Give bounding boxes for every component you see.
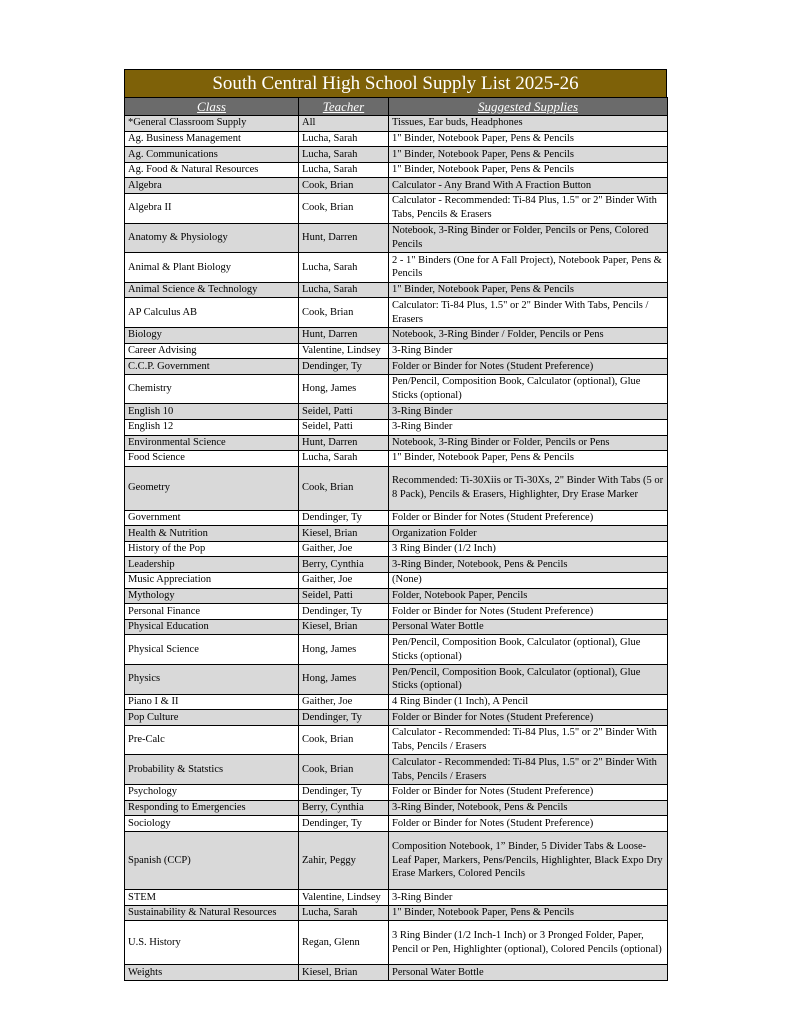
supplies-cell: Folder or Binder for Notes (Student Preference) [389, 816, 668, 832]
supplies-cell: Notebook, 3-Ring Binder / Folder, Pencils or Pens [389, 327, 668, 343]
supplies-cell: 1" Binder, Notebook Paper, Pens & Pencils [389, 131, 668, 147]
class-cell: Spanish (CCP) [125, 831, 299, 889]
class-cell: AP Calculus AB [125, 298, 299, 328]
supplies-cell: 2 - 1" Binders (One for A Fall Project), Notebook Paper, Pens & Pencils [389, 253, 668, 283]
supplies-cell: Calculator - Recommended: Ti-84 Plus, 1.5" or 2" Binder With Tabs, Pencils & Erasers [389, 193, 668, 223]
supplies-cell: 3-Ring Binder, Notebook, Pens & Pencils [389, 800, 668, 816]
table-row [125, 131, 668, 147]
supplies-cell: Pen/Pencil, Composition Book, Calculator (optional), Glue Sticks (optional) [389, 665, 668, 695]
class-cell: Probability & Statstics [125, 755, 299, 785]
teacher-cell: All [299, 116, 389, 132]
supplies-cell: 3 Ring Binder (1/2 Inch) [389, 541, 668, 557]
supplies-cell: 1" Binder, Notebook Paper, Pens & Pencils [389, 451, 668, 467]
table-row [125, 725, 668, 755]
table-row [125, 619, 668, 635]
class-cell: Personal Finance [125, 604, 299, 620]
table-row [125, 541, 668, 557]
supplies-cell: Composition Notebook, 1” Binder, 5 Divider Tabs & Loose-Leaf Paper, Markers, Pens/Pencils, Highlighter, Black Expo Dry Erase Markers, Colored Pencils [389, 831, 668, 889]
teacher-cell: Cook, Brian [299, 298, 389, 328]
class-cell: Government [125, 510, 299, 526]
class-cell: Biology [125, 327, 299, 343]
table-row [125, 193, 668, 223]
teacher-cell: Gaither, Joe [299, 541, 389, 557]
class-cell: Music Appreciation [125, 573, 299, 589]
teacher-cell: Lucha, Sarah [299, 147, 389, 163]
teacher-cell: Kiesel, Brian [299, 965, 389, 981]
supplies-cell: 3-Ring Binder [389, 419, 668, 435]
table-row [125, 694, 668, 710]
teacher-cell: Hunt, Darren [299, 435, 389, 451]
supply-table [124, 97, 668, 981]
class-cell: English 10 [125, 404, 299, 420]
class-cell: Anatomy & Physiology [125, 223, 299, 253]
supplies-cell: 1" Binder, Notebook Paper, Pens & Pencils [389, 282, 668, 298]
class-cell: C.C.P. Government [125, 359, 299, 375]
teacher-cell: Kiesel, Brian [299, 619, 389, 635]
supplies-cell: Personal Water Bottle [389, 965, 668, 981]
class-cell: Environmental Science [125, 435, 299, 451]
table-row [125, 223, 668, 253]
table-row [125, 831, 668, 889]
supplies-cell: Folder or Binder for Notes (Student Preference) [389, 359, 668, 375]
teacher-cell: Lucha, Sarah [299, 131, 389, 147]
table-row [125, 665, 668, 695]
teacher-cell: Cook, Brian [299, 178, 389, 194]
teacher-cell: Seidel, Patti [299, 419, 389, 435]
teacher-cell: Lucha, Sarah [299, 905, 389, 921]
teacher-cell: Kiesel, Brian [299, 526, 389, 542]
teacher-cell: Hong, James [299, 635, 389, 665]
table-row [125, 588, 668, 604]
teacher-cell: Lucha, Sarah [299, 282, 389, 298]
table-row [125, 343, 668, 359]
supplies-cell: Calculator - Recommended: Ti-84 Plus, 1.5" or 2" Binder With Tabs, Pencils / Erasers [389, 725, 668, 755]
class-cell: Mythology [125, 588, 299, 604]
table-row [125, 282, 668, 298]
supplies-cell: 3 Ring Binder (1/2 Inch-1 Inch) or 3 Pronged Folder, Paper, Pencil or Pen, Highlighter (optional), Colored Pencils (optional) [389, 921, 668, 965]
supplies-cell: 3-Ring Binder [389, 404, 668, 420]
page-title: South Central High School Supply List 2025-26 [124, 69, 667, 97]
class-cell: Piano I & II [125, 694, 299, 710]
class-cell: Health & Nutrition [125, 526, 299, 542]
teacher-cell: Dendinger, Ty [299, 816, 389, 832]
class-cell: Ag. Business Management [125, 131, 299, 147]
class-cell: History of the Pop [125, 541, 299, 557]
supplies-cell: Calculator - Any Brand With A Fraction Button [389, 178, 668, 194]
column-header-teacher: Teacher [299, 98, 389, 116]
teacher-cell: Hunt, Darren [299, 223, 389, 253]
table-row [125, 526, 668, 542]
teacher-cell: Lucha, Sarah [299, 253, 389, 283]
table-row [125, 557, 668, 573]
teacher-cell: Dendinger, Ty [299, 785, 389, 801]
supplies-cell: 3-Ring Binder, Notebook, Pens & Pencils [389, 557, 668, 573]
table-row [125, 816, 668, 832]
table-row [125, 116, 668, 132]
class-cell: U.S. History [125, 921, 299, 965]
teacher-cell: Lucha, Sarah [299, 162, 389, 178]
table-row [125, 905, 668, 921]
table-row [125, 435, 668, 451]
teacher-cell: Cook, Brian [299, 466, 389, 510]
table-row [125, 162, 668, 178]
class-cell: Animal Science & Technology [125, 282, 299, 298]
table-row [125, 451, 668, 467]
supplies-cell: Folder, Notebook Paper, Pencils [389, 588, 668, 604]
teacher-cell: Berry, Cynthia [299, 557, 389, 573]
teacher-cell: Regan, Glenn [299, 921, 389, 965]
class-cell: Algebra [125, 178, 299, 194]
table-row [125, 890, 668, 906]
teacher-cell: Cook, Brian [299, 193, 389, 223]
table-row [125, 755, 668, 785]
table-row [125, 298, 668, 328]
teacher-cell: Cook, Brian [299, 755, 389, 785]
class-cell: Pre-Calc [125, 725, 299, 755]
table-row [125, 921, 668, 965]
table-row [125, 635, 668, 665]
supplies-cell: 1" Binder, Notebook Paper, Pens & Pencils [389, 905, 668, 921]
class-cell: Physics [125, 665, 299, 695]
supplies-cell: Personal Water Bottle [389, 619, 668, 635]
teacher-cell: Berry, Cynthia [299, 800, 389, 816]
table-row [125, 253, 668, 283]
teacher-cell: Gaither, Joe [299, 694, 389, 710]
teacher-cell: Dendinger, Ty [299, 359, 389, 375]
supplies-cell: Folder or Binder for Notes (Student Preference) [389, 510, 668, 526]
supplies-cell: 4 Ring Binder (1 Inch), A Pencil [389, 694, 668, 710]
class-cell: Geometry [125, 466, 299, 510]
class-cell: Responding to Emergencies [125, 800, 299, 816]
teacher-cell: Hong, James [299, 374, 389, 404]
class-cell: *General Classroom Supply [125, 116, 299, 132]
class-cell: Physical Science [125, 635, 299, 665]
class-cell: English 12 [125, 419, 299, 435]
supplies-cell: Folder or Binder for Notes (Student Preference) [389, 785, 668, 801]
class-cell: Weights [125, 965, 299, 981]
teacher-cell: Seidel, Patti [299, 588, 389, 604]
supplies-cell: Calculator: Ti-84 Plus, 1.5" or 2" Binder With Tabs, Pencils / Erasers [389, 298, 668, 328]
table-row [125, 573, 668, 589]
class-cell: Psychology [125, 785, 299, 801]
class-cell: Chemistry [125, 374, 299, 404]
table-row [125, 965, 668, 981]
column-header-class: Class [125, 98, 299, 116]
table-row [125, 510, 668, 526]
teacher-cell: Valentine, Lindsey [299, 343, 389, 359]
teacher-cell: Valentine, Lindsey [299, 890, 389, 906]
teacher-cell: Dendinger, Ty [299, 604, 389, 620]
supplies-cell: 3-Ring Binder [389, 343, 668, 359]
supplies-cell: Notebook, 3-Ring Binder or Folder, Pencils or Pens, Colored Pencils [389, 223, 668, 253]
teacher-cell: Gaither, Joe [299, 573, 389, 589]
teacher-cell: Lucha, Sarah [299, 451, 389, 467]
supplies-cell: Folder or Binder for Notes (Student Preference) [389, 604, 668, 620]
teacher-cell: Dendinger, Ty [299, 710, 389, 726]
class-cell: Food Science [125, 451, 299, 467]
supplies-cell: Recommended: Ti-30Xiis or Ti-30Xs, 2" Binder With Tabs (5 or 8 Pack), Pencils & Erasers, Highlighter, Dry Erase Marker [389, 466, 668, 510]
supplies-cell: Organization Folder [389, 526, 668, 542]
class-cell: STEM [125, 890, 299, 906]
supply-list-sheet [124, 69, 667, 981]
supplies-cell: Pen/Pencil, Composition Book, Calculator (optional), Glue Sticks (optional) [389, 374, 668, 404]
teacher-cell: Zahir, Peggy [299, 831, 389, 889]
class-cell: Ag. Food & Natural Resources [125, 162, 299, 178]
table-body [125, 116, 668, 981]
table-row [125, 178, 668, 194]
supplies-cell: Tissues, Ear buds, Headphones [389, 116, 668, 132]
table-row [125, 419, 668, 435]
class-cell: Career Advising [125, 343, 299, 359]
class-cell: Sustainability & Natural Resources [125, 905, 299, 921]
table-row [125, 374, 668, 404]
supplies-cell: 1" Binder, Notebook Paper, Pens & Pencils [389, 162, 668, 178]
class-cell: Ag. Communications [125, 147, 299, 163]
teacher-cell: Hong, James [299, 665, 389, 695]
teacher-cell: Hunt, Darren [299, 327, 389, 343]
teacher-cell: Seidel, Patti [299, 404, 389, 420]
table-row [125, 359, 668, 375]
supplies-cell: 3-Ring Binder [389, 890, 668, 906]
class-cell: Pop Culture [125, 710, 299, 726]
supplies-cell: (None) [389, 573, 668, 589]
teacher-cell: Cook, Brian [299, 725, 389, 755]
table-row [125, 785, 668, 801]
class-cell: Sociology [125, 816, 299, 832]
column-header-supplies: Suggested Supplies [389, 98, 668, 116]
table-row [125, 800, 668, 816]
supplies-cell: Calculator - Recommended: Ti-84 Plus, 1.5" or 2" Binder With Tabs, Pencils / Erasers [389, 755, 668, 785]
table-row [125, 404, 668, 420]
class-cell: Leadership [125, 557, 299, 573]
supplies-cell: 1" Binder, Notebook Paper, Pens & Pencils [389, 147, 668, 163]
class-cell: Algebra II [125, 193, 299, 223]
table-row [125, 466, 668, 510]
table-row [125, 710, 668, 726]
supplies-cell: Pen/Pencil, Composition Book, Calculator (optional), Glue Sticks (optional) [389, 635, 668, 665]
class-cell: Animal & Plant Biology [125, 253, 299, 283]
table-row [125, 147, 668, 163]
header-row [125, 98, 668, 116]
supplies-cell: Folder or Binder for Notes (Student Preference) [389, 710, 668, 726]
table-row [125, 327, 668, 343]
class-cell: Physical Education [125, 619, 299, 635]
table-row [125, 604, 668, 620]
supplies-cell: Notebook, 3-Ring Binder or Folder, Pencils or Pens [389, 435, 668, 451]
teacher-cell: Dendinger, Ty [299, 510, 389, 526]
